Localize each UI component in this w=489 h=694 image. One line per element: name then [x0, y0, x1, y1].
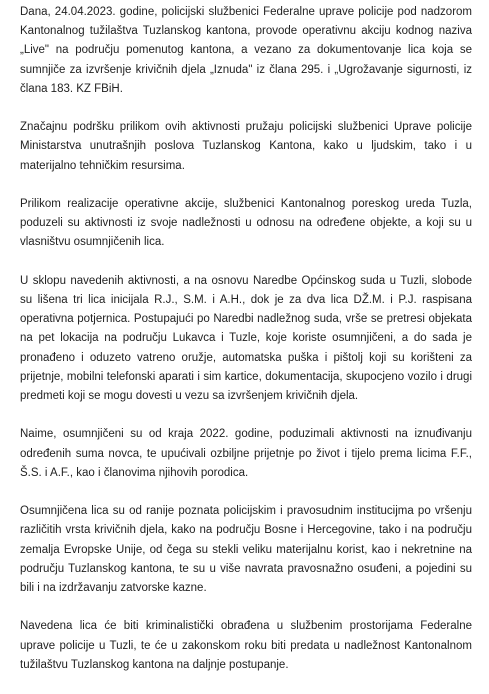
paragraph-extortion: Naime, osumnjičeni su od kraja 2022. godine, poduzimali aktivnosti na iznuđivanju određenih suma novca, te upućivali ozbiljne prijetnje po život i tijelo prema licima F.F., Š.S. i A.F., kao i članovima njihovih porodica. — [20, 428, 472, 479]
paragraph-tax-office: Prilikom realizacije operativne akcije, službenici Kantonalnog poreskog ureda Tuzla, poduzeli su aktivnosti iz svoje nadležnosti u odnosu na određene objekte, a koji su u vlasništvu osumnjičenih lica. — [20, 198, 472, 249]
paragraph-arrests-searches: U sklopu navedenih aktivnosti, a na osnovu Naredbe Općinskog suda u Tuzli, slobode su lišena tri lica inicijala R.J., S.M. i A.H., dok je za dva lica DŽ.M. i P.J. raspisana operativna potjernica. Postupajući po Naredbi nadležnog suda, vrše se pretresi objekata na pet lokacija na području Lukavca i Tuzle, koje koriste osumnjičeni, a do sada je pronađeno i oduzeto vatreno oružje, automatska puška i pištolj koji su korišteni za prijetnje, mobilni telefonski aparati i sim kartice, dokumentacija, skupocjeno vozilo i drugi predmeti koji se mogu dovesti u vezu sa izvršenjem krivičnih djela. — [20, 274, 472, 403]
paragraph-operation-live: Dana, 24.04.2023. godine, policijski službenici Federalne uprave policije pod nadzorom Kantonalnog tužilaštva Tuzlanskog kantona, provode operativnu akciju kodnog naziva „Live" na području pomenutog kantona, a vezano za dokumentovanje lica koja se sumnjiče za izvršenje krivičnih djela „Iznuda" iz člana 295. i „Ugrožavanje sigurnosti, iz člana 183. KZ FBiH. — [20, 6, 472, 95]
paragraph-support: Značajnu podršku prilikom ovih aktivnosti pružaju policijski službenici Uprave policije Ministarstva unutrašnjih poslova Tuzlanskog Kantona, kako u ljudskim, tako i u materijalno tehničkim resursima. — [20, 121, 472, 172]
paragraph-processing: Navedena lica će biti kriminalistički obrađena u službenim prostorijama Federalne uprave policije u Tuzli, te će u zakonskom roku biti predata u nadležnost Kantonalnom tužilaštvu Tuzlanskog kantona na daljnje postupanje. — [20, 620, 472, 671]
paragraph-suspects-history: Osumnjičena lica su od ranije poznata policijskim i pravosudnim institucijma po vršenju različitih vrsta krivičnih djela, kako na području Bosne i Hercegovine, tako i na području zemalja Evropske Unije, od čega su stekli veliku materijalnu korist, kao i nekretnine na području Tuzlanskog kantona, te su u više navrata pravosnažno osuđeni, a pojedini su bili i na izdržavanju zatvorske kazne. — [20, 505, 472, 595]
article-body — [20, 0, 472, 694]
